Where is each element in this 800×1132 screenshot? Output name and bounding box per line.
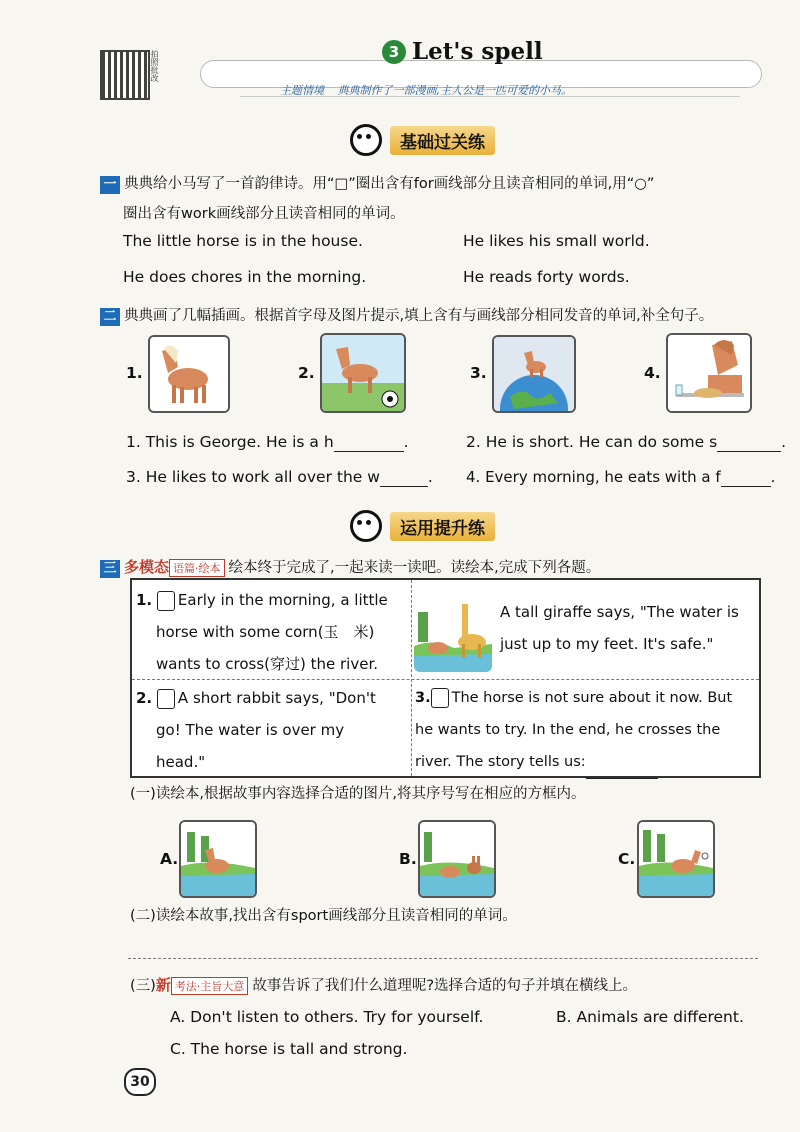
divider bbox=[411, 580, 412, 776]
theme-label: 主题情境 bbox=[280, 84, 324, 97]
story-text: just up to my feet. It's safe." bbox=[500, 635, 714, 653]
section-heading-text: 运用提升练 bbox=[390, 512, 495, 541]
question-1-instruction bbox=[100, 172, 770, 194]
rhyme-line: He likes his small world. bbox=[463, 232, 650, 250]
option-c-picture[interactable] bbox=[637, 820, 715, 898]
page-title bbox=[382, 38, 543, 65]
story-panel-1 bbox=[136, 584, 408, 680]
section-heading-basic bbox=[350, 124, 495, 156]
question-1-instruction-2: 圈出含有work画线部分且读音相同的单词。 bbox=[123, 206, 405, 222]
sentence-text: 2. He is short. He can do some s bbox=[466, 433, 718, 451]
sub-question-3 bbox=[130, 974, 637, 995]
page-number: 30 bbox=[124, 1068, 156, 1096]
horse-picture bbox=[148, 335, 230, 413]
tag-main-idea: 考法·主旨大意 bbox=[171, 977, 249, 995]
answer-blank[interactable] bbox=[380, 468, 428, 487]
horse-world-picture bbox=[492, 335, 576, 413]
story-text: go! The water is over my bbox=[156, 721, 345, 739]
sentence-2 bbox=[466, 433, 786, 452]
option-label: C. bbox=[618, 850, 636, 868]
story-text: head." bbox=[156, 753, 206, 771]
title-text: Let's spell bbox=[412, 38, 543, 65]
section-heading-text: 基础过关练 bbox=[390, 126, 495, 155]
picture-label: 1. bbox=[126, 364, 143, 382]
panda-icon bbox=[350, 124, 382, 156]
theme-divider bbox=[240, 96, 740, 97]
sentence-text: 1. This is George. He is a h bbox=[126, 433, 334, 451]
choice-b: B. Animals are different. bbox=[556, 1008, 744, 1026]
rhyme-line: He reads forty words. bbox=[463, 268, 630, 286]
answer-box[interactable] bbox=[157, 689, 175, 709]
answer-box[interactable] bbox=[431, 688, 449, 708]
story-text: A short rabbit says, "Don't bbox=[177, 689, 376, 707]
panda-icon bbox=[350, 510, 382, 542]
question-number: 一 bbox=[100, 176, 120, 194]
answer-blank[interactable] bbox=[721, 468, 771, 487]
story-text: river. The story tells us: bbox=[415, 754, 586, 770]
sub-question-2: (二)读绘本故事,找出含有sport画线部分且读音相同的单词。 bbox=[130, 908, 517, 924]
sub-question-prefix: (三) bbox=[130, 978, 156, 994]
horse-eating-picture bbox=[666, 333, 752, 413]
panel-number: 3. bbox=[415, 690, 431, 706]
panel-number: 2. bbox=[136, 689, 153, 707]
giraffe-text bbox=[500, 596, 758, 660]
answer-line[interactable] bbox=[128, 958, 758, 959]
option-b-picture[interactable] bbox=[418, 820, 496, 898]
sub-question-1: (一)读绘本,根据故事内容选择合适的图片,将其序号写在相应的方框内。 bbox=[130, 786, 586, 802]
picture-label: 4. bbox=[644, 364, 661, 382]
option-label: A. bbox=[160, 850, 179, 868]
story-text: horse with some corn(玉 米) bbox=[156, 623, 375, 641]
rhyme-line: He does chores in the morning. bbox=[123, 268, 367, 286]
tag-new: 新 bbox=[155, 976, 171, 994]
answer-blank[interactable] bbox=[586, 746, 658, 779]
answer-blank[interactable] bbox=[334, 433, 404, 452]
sentence-4 bbox=[466, 468, 775, 487]
picture-label: 3. bbox=[470, 364, 487, 382]
picture-label: 2. bbox=[298, 364, 315, 382]
sentence-text: 4. Every morning, he eats with a f bbox=[466, 468, 721, 486]
story-text: he wants to try. In the end, he crosses the bbox=[415, 722, 721, 738]
period: . bbox=[403, 433, 409, 451]
sentence-text: 3. He likes to work all over the w bbox=[126, 468, 380, 486]
giraffe-picture bbox=[414, 598, 492, 672]
story-panel-3 bbox=[415, 682, 757, 779]
story-text: Early in the morning, a little bbox=[177, 591, 388, 609]
story-text: The horse is not sure about it now. But bbox=[451, 690, 733, 706]
story-panel-2 bbox=[136, 682, 408, 778]
qr-label: 拍照批改 bbox=[150, 50, 159, 82]
rhyme-line: The little horse is in the house. bbox=[123, 232, 363, 250]
sentence-3 bbox=[126, 468, 433, 487]
instruction-text: 典典给小马写了一首韵律诗。用“□”圈出含有for画线部分且读音相同的单词,用“○” bbox=[124, 176, 655, 192]
question-2-instruction bbox=[100, 304, 770, 326]
instruction-text: 绘本终于完成了,一起来读一读吧。读绘本,完成下列各题。 bbox=[228, 560, 601, 576]
question-3-instruction bbox=[100, 556, 600, 578]
tag-picture-book: 语篇·绘本 bbox=[169, 559, 225, 577]
theme-text: 典典制作了一部漫画,主人公是一匹可爱的小马。 bbox=[337, 84, 572, 97]
question-number: 二 bbox=[100, 308, 120, 326]
story-text: wants to cross(穿过) the river. bbox=[156, 655, 379, 673]
section-heading-advanced bbox=[350, 510, 495, 542]
instruction-text: 故事告诉了我们什么道理呢?选择合适的句子并填在横线上。 bbox=[252, 978, 638, 994]
period: . bbox=[770, 468, 776, 486]
question-number: 三 bbox=[100, 560, 120, 578]
choice-c: C. The horse is tall and strong. bbox=[170, 1040, 408, 1058]
period: . bbox=[781, 433, 787, 451]
instruction-text: 典典画了几幅插画。根据首字母及图片提示,填上含有与画线部分相同发音的单词,补全句子。 bbox=[124, 308, 714, 324]
sentence-1 bbox=[126, 433, 409, 452]
answer-blank[interactable] bbox=[717, 433, 781, 452]
title-number-badge: 3 bbox=[382, 40, 406, 64]
period: . bbox=[427, 468, 433, 486]
option-a-picture[interactable] bbox=[179, 820, 257, 898]
choice-a: A. Don't listen to others. Try for yourself. bbox=[170, 1008, 484, 1026]
option-label: B. bbox=[399, 850, 417, 868]
tag-multimodal: 多模态 bbox=[124, 558, 170, 576]
horse-soccer-picture bbox=[320, 333, 406, 413]
qr-code[interactable] bbox=[100, 50, 150, 100]
panel-number: 1. bbox=[136, 591, 153, 609]
story-text: A tall giraffe says, "The water is bbox=[500, 603, 739, 621]
picture-book bbox=[130, 578, 761, 778]
answer-box[interactable] bbox=[157, 591, 175, 611]
